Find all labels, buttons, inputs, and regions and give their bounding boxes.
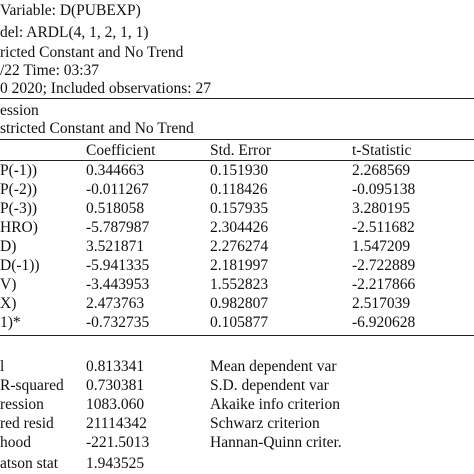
row-label: V) — [0, 276, 17, 293]
stat-label: l — [0, 358, 5, 375]
std-error-value: 2.181997 — [210, 257, 269, 274]
divider-header-bottom — [0, 160, 474, 161]
specification-line: ricted Constant and No Trend — [0, 44, 184, 61]
stat-value: -221.5013 — [86, 434, 150, 451]
stat-label: R-squared — [0, 377, 64, 394]
coefficient-value: 2.473763 — [86, 295, 145, 312]
stat-value: 1.943525 — [86, 455, 145, 472]
divider-top — [0, 98, 474, 99]
section-title: ession — [0, 102, 39, 119]
divider-table-bottom — [0, 335, 474, 336]
row-label: P(-3)) — [0, 200, 38, 217]
stat-right-label: Schwarz criterion — [210, 415, 320, 432]
std-error-value: 2.276274 — [210, 238, 269, 255]
divider-header-top — [0, 139, 474, 140]
std-error-value: 2.304426 — [210, 219, 269, 236]
stat-value: 21114342 — [86, 415, 147, 432]
coefficient-value: -0.732735 — [86, 314, 150, 331]
t-statistic-value: 3.280195 — [352, 200, 411, 217]
t-statistic-value: -0.095138 — [352, 181, 416, 198]
row-label: P(-1)) — [0, 162, 38, 179]
std-error-value: 0.982807 — [210, 295, 269, 312]
std-error-value: 0.151930 — [210, 162, 269, 179]
stat-label: atson stat — [0, 455, 59, 472]
t-statistic-value: -6.920628 — [352, 314, 416, 331]
sample-line: 0 2020; Included observations: 27 — [0, 80, 211, 97]
std-error-value: 0.118426 — [210, 181, 268, 198]
std-error-value: 0.157935 — [210, 200, 269, 217]
row-label: X) — [0, 295, 17, 312]
stat-value: 1083.060 — [86, 396, 145, 413]
row-label: 1)* — [0, 314, 21, 331]
stat-right-label: S.D. dependent var — [210, 377, 329, 394]
coefficient-value: -3.443953 — [86, 276, 150, 293]
section-subtitle: stricted Constant and No Trend — [0, 120, 194, 137]
coefficient-value: 3.521871 — [86, 238, 145, 255]
t-statistic-value: -2.217866 — [352, 276, 416, 293]
coefficient-value: -5.941335 — [86, 257, 150, 274]
std-error-value: 1.552823 — [210, 276, 269, 293]
row-label: D) — [0, 238, 17, 255]
row-label: HRO) — [0, 219, 38, 236]
std-error-value: 0.105877 — [210, 314, 269, 331]
column-header-t-statistic: t-Statistic — [352, 142, 412, 159]
stat-right-label: Hannan-Quinn criter. — [210, 434, 342, 451]
coefficient-value: 0.518058 — [86, 200, 145, 217]
column-header-coefficient: Coefficient — [86, 142, 156, 159]
row-label: D(-1)) — [0, 257, 40, 274]
model-line: del: ARDL(4, 1, 2, 1, 1) — [0, 24, 149, 41]
stat-label: red resid — [0, 415, 54, 432]
stat-right-label: Akaike info criterion — [210, 396, 340, 413]
stat-label: ression — [0, 396, 44, 413]
coefficient-value: -5.787987 — [86, 219, 150, 236]
stat-right-label: Mean dependent var — [210, 358, 337, 375]
row-label: P(-2)) — [0, 181, 38, 198]
stat-value: 0.813341 — [86, 358, 145, 375]
t-statistic-value: -2.722889 — [352, 257, 416, 274]
stat-label: hood — [0, 434, 31, 451]
coefficient-value: -0.011267 — [86, 181, 149, 198]
column-header-std-error: Std. Error — [210, 142, 272, 159]
dependent-variable-line: Variable: D(PUBEXP) — [0, 2, 141, 19]
t-statistic-value: -2.511682 — [352, 219, 415, 236]
stat-value: 0.730381 — [86, 377, 145, 394]
t-statistic-value: 1.547209 — [352, 238, 411, 255]
coefficient-value: 0.344663 — [86, 162, 145, 179]
t-statistic-value: 2.268569 — [352, 162, 411, 179]
date-time-line: /22 Time: 03:37 — [0, 62, 100, 79]
t-statistic-value: 2.517039 — [352, 295, 411, 312]
